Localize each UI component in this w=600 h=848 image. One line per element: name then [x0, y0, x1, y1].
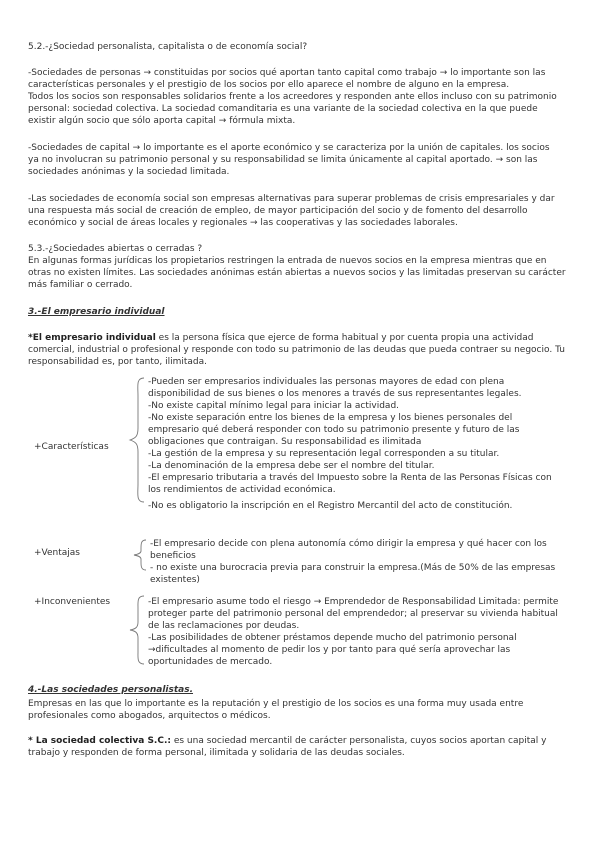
caracteristica-line: obligaciones que contraigan. Su responsabilidad es ilimitada — [148, 437, 422, 447]
ventaja-line: -El empresario decide con plena autonomía cómo dirigir la empresa y qué hacer con los — [150, 539, 547, 549]
inconvenientes-label: +Inconvenientes — [34, 597, 111, 607]
sc-star: * — [28, 736, 36, 746]
paragraph-line: -Sociedades de personas → constituidas por socios qué aportan tanto capital como trabajo → lo importante son las — [28, 68, 546, 78]
paragraph-line: comercial, industrial o profesional y responde con todo su patrimonio de las deudas que pueda contraer su negocio. Tu — [28, 345, 565, 355]
paragraph-line: -Las sociedades de economía social son empresas alternativas para superar problemas de crisis empresariales y dar — [28, 194, 555, 204]
caracteristica-line: -No existe separación entre los bienes de la empresa y los bienes personales del — [148, 413, 513, 423]
sociedad-colectiva-line-1 — [28, 736, 546, 747]
caracteristica-line: -No es obligatorio la inscripción en el Registro Mercantil del acto de constitución. — [148, 501, 513, 511]
paragraph-line: Todos los socios son responsables solidarios frente a los acreedores y responden ante ellos incluso con su patrimonio — [28, 92, 557, 102]
paragraph-line: -Sociedades de capital → lo importante es el aporte económico y se caracteriza por la unión de capitales. los socios — [28, 143, 550, 153]
paragraph-line: características personales y el prestigio de los socios por ello aparece el nombre de alguno en la empresa. — [28, 80, 510, 90]
caracteristica-line: -La denominación de la empresa debe ser el nombre del titular. — [148, 461, 435, 471]
caracteristica-line: -No existe capital mínimo legal para iniciar la actividad. — [148, 401, 400, 411]
intro-star: * — [28, 333, 33, 343]
caracteristica-line: los rendimientos de actividad económica. — [148, 485, 336, 495]
inconveniente-line: oportunidades de mercado. — [148, 657, 273, 667]
paragraph-line: profesionales como abogados, arquitectos o médicos. — [28, 711, 271, 721]
caracteristicas-brace — [128, 376, 146, 504]
section-3-heading: 3.-El empresario individual — [28, 307, 165, 317]
section-4-heading: 4.-Las sociedades personalistas. — [28, 685, 194, 695]
paragraph-line: personal: sociedad colectiva. La sociedad comanditaria es una variante de la sociedad colectiva en la que puede — [28, 104, 538, 114]
paragraph-line: ya no involucran su patrimonio personal y su responsabilidad se limita únicamente al capital aportado. → son las — [28, 155, 538, 165]
paragraph-line: más familiar o cerrado. — [28, 280, 133, 290]
inconveniente-line: -Las posibilidades de obtener préstamos depende mucho del patrimonio personal — [148, 633, 517, 643]
sc-bold-term: La sociedad colectiva S.C.: — [35, 736, 171, 746]
inconveniente-line: →dificultades al momento de pedir los y por tanto para qué sería aprovechar las — [148, 645, 511, 655]
paragraph-line: Empresas en las que lo importante es la reputación y el prestigio de los socios es una forma muy usada entre — [28, 699, 524, 709]
caracteristica-line: -El empresario tributaria a través del Impuesto sobre la Renta de las Personas Físicas con — [148, 473, 552, 483]
ventaja-line: - no existe una burocracia previa para construir la empresa.(Más de 50% de las empresas — [150, 563, 556, 573]
sc-text: es una sociedad mercantil de carácter personalista, cuyos socios aportan capital y — [170, 736, 547, 746]
caracteristica-line: disponibilidad de sus bienes o los menores a través de sus representantes legales. — [148, 389, 522, 399]
paragraph-line: responsabilidad es, por tanto, ilimitada. — [28, 357, 208, 367]
caracteristica-line: -La gestión de la empresa y su representación legal corresponden a su titular. — [148, 449, 500, 459]
ventajas-label: +Ventajas — [34, 548, 80, 558]
ventaja-line: existentes) — [150, 575, 200, 585]
section-5-3-title: 5.3.-¿Sociedades abiertas o cerradas ? — [28, 244, 203, 254]
paragraph-line: existir algún socio que sólo aporta capital → fórmula mixta. — [28, 116, 296, 126]
paragraph-line: económico y social de áreas locales y regionales → las cooperativas y las sociedades laborales. — [28, 218, 458, 228]
section-5-2-title: 5.2.-¿Sociedad personalista, capitalista o de economía social? — [28, 42, 308, 52]
paragraph-line: En algunas formas jurídicas los propietarios restringen la entrada de nuevos socios en la empresa mientras que en — [28, 256, 547, 266]
paragraph-line: trabajo y responden de forma personal, ilimitada y solidaria de las deudas sociales. — [28, 748, 405, 758]
intro-line-1 — [28, 333, 533, 344]
paragraph-line: una respuesta más social de creación de empleo, de mayor participación del socio y de fomento del desarrollo — [28, 206, 528, 216]
inconveniente-line: -El empresario asume todo el riesgo → Emprendedor de Responsabilidad Limitada: permite — [148, 597, 559, 607]
ventaja-line: beneficios — [150, 551, 196, 561]
caracteristicas-label: +Características — [34, 442, 109, 452]
caracteristica-line: -Pueden ser empresarios individuales las personas mayores de edad con plena — [148, 377, 505, 387]
inconveniente-line: de las reclamaciones por deudas. — [148, 621, 300, 631]
inconveniente-line: proteger parte del patrimonio personal del emprendedor; al preservar su vivienda habitual — [148, 609, 558, 619]
inconvenientes-brace — [128, 594, 146, 666]
paragraph-line: sociedades anónimas y la sociedad limitada. — [28, 167, 230, 177]
caracteristica-line: empresario qué deberá responder con todo su patrimonio presente y futuro de las — [148, 425, 520, 435]
ventajas-brace — [132, 538, 148, 572]
intro-bold-term: El empresario individual — [32, 333, 156, 343]
intro-text: es la persona física que ejerce de forma habitual y por cuenta propia una actividad — [155, 333, 534, 343]
paragraph-line: otras no existen límites. Las sociedades anónimas están abiertas a nuevos socios y las limitadas preservan su carácter — [28, 268, 566, 278]
